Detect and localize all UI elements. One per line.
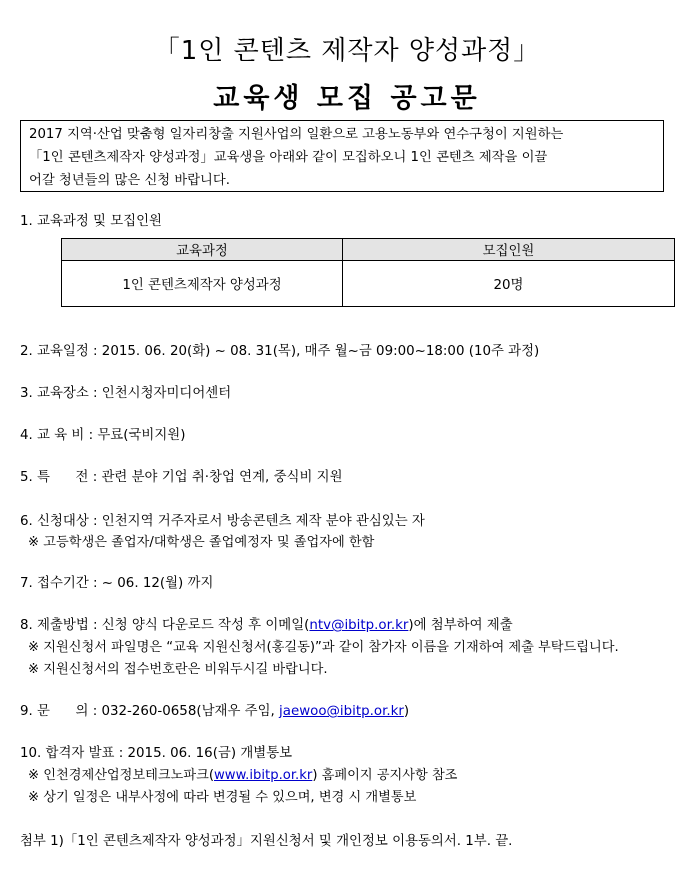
section-6-eligibility: 6. 신청대상 : 인천지역 거주자로서 방송콘텐츠 제작 분야 관심있는 자 [20,514,425,529]
homepage-link[interactable]: www.ibitp.or.kr [214,768,313,783]
intro-line: 2017 지역·산업 맞춤형 일자리창출 지원사업의 일환으로 고용노동부와 연수구청이 지원하는 [29,127,564,142]
table-header-course: 교육과정 [62,239,343,261]
section-10-note-1 [28,764,457,783]
section-10-note-2: ※ 상기 일정은 내부사정에 따라 변경될 수 있으며, 변경 시 개별통보 [28,790,417,805]
section-10-announcement: 10. 합격자 발표 : 2015. 06. 16(금) 개별통보 [20,746,293,761]
course-table [61,238,675,307]
table-cell-count: 20명 [343,261,675,307]
table-header-row [62,239,675,261]
table-header-count: 모집인원 [343,239,675,261]
section-10-note-prefix: ※ 인천경제산업정보테크노파크( [28,768,214,783]
section-9-label: 9. 문 의 [20,704,89,719]
section-5-text: : 관련 분야 기업 취·창업 연계, 중식비 지원 [92,470,343,485]
section-8-prefix: 8. 제출방법 : 신청 양식 다운로드 작성 후 이메일( [20,618,310,633]
section-1-heading: 1. 교육과정 및 모집인원 [20,214,162,229]
section-8-note-1: ※ 지원신청서 파일명은 “교육 지원신청서(홍길동)”과 같이 참가자 이름을 기재하여 제출 부탁드립니다. [28,640,619,655]
section-3-location: 3. 교육장소 : 인천시청자미디어센터 [20,386,232,401]
section-4-fee: 4. 교 육 비 : 무료(국비지원) [20,428,186,443]
section-7-period: 7. 접수기간 : ~ 06. 12(월) 까지 [20,576,214,591]
section-9-suffix: ) [403,704,410,719]
document-title: 「1인 콘텐츠 제작자 양성과정」 [153,36,541,66]
section-8-method [20,614,513,633]
intro-line: 「1인 콘텐츠제작자 양성과정」교육생을 아래와 같이 모집하오니 1인 콘텐츠 제작을 이끌 [29,150,548,165]
table-cell-course: 1인 콘텐츠제작자 양성과정 [62,261,343,307]
submit-email-link[interactable]: ntv@ibitp.or.kr [309,618,409,633]
section-2-schedule: 2. 교육일정 : 2015. 06. 20(화) ~ 08. 31(목), 매주 월~금 09:00~18:00 (10주 과정) [20,344,540,359]
attachment-line: 첨부 1)「1인 콘텐츠제작자 양성과정」지원신청서 및 개인정보 이용동의서. 1부. 끝. [20,834,513,849]
section-5-benefits [20,466,343,485]
section-6-note: ※ 고등학생은 졸업자/대학생은 졸업예정자 및 졸업자에 한함 [28,535,375,550]
section-9-contact [20,700,409,719]
contact-email-link[interactable]: jaewoo@ibitp.or.kr [279,704,404,719]
section-9-prefix: : 032-260-0658(남재우 주임, [92,704,280,719]
section-8-suffix: )에 첨부하여 제출 [408,618,513,633]
section-5-label: 5. 특 전 [20,470,89,485]
intro-box [20,120,664,192]
intro-line: 어갈 청년들의 많은 신청 바랍니다. [29,173,230,188]
section-8-note-2: ※ 지원신청서의 접수번호란은 비워두시길 바랍니다. [28,662,328,677]
table-row [62,261,675,307]
document-subtitle: 교육생 모집 공고문 [213,83,481,114]
section-10-note-suffix: ) 홈페이지 공지사항 참조 [312,768,458,783]
